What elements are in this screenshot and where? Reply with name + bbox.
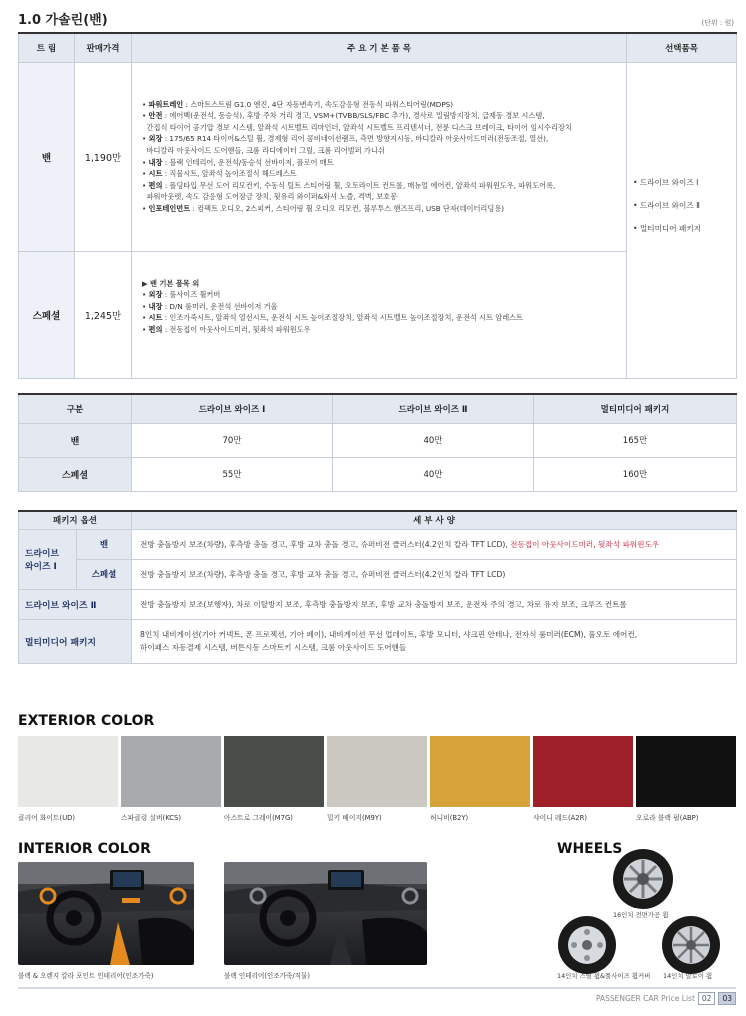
header-trim: 트 림: [19, 33, 75, 62]
feature-line: 바디칼라 아웃사이드 도어핸들, 크롬 라디에이터 그릴, 크롬 리어범퍼 가니쉬: [146, 145, 385, 155]
package-multimedia: 멀티미디어 패키지: [19, 619, 132, 663]
unit-label: (단위 : 원): [701, 19, 734, 27]
header-dw1: 드라이브 와이즈 Ⅰ: [132, 394, 333, 423]
wheel-14-steel-icon: [557, 915, 617, 979]
package-detail: 전방 충돌방지 보조(차량), 후측방 충돌 경고, 후방 교차 충돌 경고, 슈퍼비전 클러스터(4.2인치 칼라 TFT LCD), 전동접이 아웃사이드미러, 뒷좌석 파워윈도우: [132, 529, 737, 559]
wheel-label: 14인치 알로이 휠: [663, 972, 713, 980]
interior-label: 블랙 & 오렌지 칼라 포인트 인테리어(인조가죽): [18, 972, 154, 980]
features-special: [132, 251, 627, 378]
feature-line: • 내장 : D/N 룸미러, 운전석 선바이저 거울: [142, 301, 278, 311]
feature-line: • 시트 : 인조가죽시트, 앞좌석 열선시트, 운전석 시트 높이조절장치, 앞좌석 시트벨트 높이조절장치, 운전석 시트 암레스트: [142, 313, 524, 323]
swatch-label: 아스트로 그레이(M7G): [224, 814, 293, 822]
trim-special: 스페셜: [19, 251, 75, 378]
wheel-label: 16인치 전면가공 휠: [613, 911, 669, 919]
feature-line: • 시트 : 직물시트, 앞좌석 높이조절식 헤드레스트: [142, 169, 297, 179]
header-detail: 세 부 사 양: [132, 511, 737, 529]
footer: [596, 992, 736, 1005]
option-item: • 드라이브 와이즈 Ⅰ: [633, 177, 699, 187]
price-cell: 70만: [132, 423, 333, 457]
exterior-color-title: EXTERIOR COLOR: [18, 713, 155, 729]
header-dw2: 드라이브 와이즈 Ⅱ: [333, 394, 534, 423]
interior-label: 블랙 인테리어(인조가죽/직물): [224, 972, 310, 980]
header-options: 선택품목: [627, 33, 737, 62]
features-van: [132, 62, 627, 251]
feature-line: • 내장 : 블랙 인테리어, 운전석/동승석 선바이저, 플로어 매트: [142, 157, 334, 167]
swatch-honey-bee[interactable]: [430, 736, 530, 807]
feature-line: • 외장 : 풀사이즈 휠커버: [142, 290, 221, 300]
row-special: 스페셜: [19, 457, 132, 491]
swatch-label: 샤이니 레드(A2R): [533, 814, 587, 822]
footer-divider: [18, 987, 736, 989]
feature-line: • 편의 : 폴딩타입 무선 도어 리모컨키, 수동식 틸트 스티어링 휠, 오토라이트 컨트롤, 매뉴얼 에어컨, 앞좌석 파워윈도우, 파워도어록,: [142, 180, 556, 190]
swatch-milky-beige[interactable]: [327, 736, 427, 807]
wheel-16-alloy-icon: [612, 848, 674, 914]
header-multimedia: 멀티미디어 패키지: [534, 394, 737, 423]
price-cell: 40만: [333, 423, 534, 457]
package-dw1-special: 스페셜: [77, 559, 132, 589]
swatch-astro-gray[interactable]: [224, 736, 324, 807]
package-table: [18, 510, 737, 664]
header-category: 구분: [19, 394, 132, 423]
interior-photo-black: [224, 862, 427, 965]
feature-line: • 외장 : 175/65 R14 타이어&스틸 휠, 경제형 리어 콤비네이션램프, 측면 방향지시등, 바디칼라 아웃사이드미러(전동조절, 열선),: [142, 134, 549, 144]
price-cell: 55만: [132, 457, 333, 491]
footer-label: PASSENGER CAR Price List: [595, 994, 695, 1003]
option-price-table: [18, 393, 737, 492]
page-number-right[interactable]: 03: [718, 992, 736, 1005]
package-detail: 전방 충돌방지 보조(보행자), 차로 이탈방지 보조, 후측방 충돌방지 보조, 후방 교차 충돌방지 보조, 운전자 주의 경고, 차로 유지 보조, 크루즈 컨트롤: [132, 589, 737, 619]
package-dw2: 드라이브 와이즈 Ⅱ: [19, 589, 132, 619]
option-item: • 드라이브 와이즈 Ⅱ: [633, 200, 700, 210]
price-cell: 165만: [534, 423, 737, 457]
swatch-label: 허니비(B2Y): [430, 814, 469, 822]
price-special: 1,245만: [75, 251, 132, 378]
price-cell: 160만: [534, 457, 737, 491]
package-detail: 8인치 내비게이션(기아 커넥트, 폰 프로젝션, 기아 페이), 내비게이션 무선 업데이트, 후방 모니터, 샤크핀 안테나, 전자식 룸미러(ECM), 풀오토 에어컨, 하이패스 자동결제 시스템, 버튼시동 스마트키 시스템, 크롬 아웃사이드 도어핸들: [132, 619, 737, 663]
header-package: 패키지 옵션: [19, 511, 132, 529]
feature-line: 간접식 타이어 공기압 경보 시스템, 앞좌석 시트벨트 리마인더, 앞좌석 시트벨트 프리텐셔너, 전륜 디스크 브레이크, 타이어 임시수리장치: [146, 122, 572, 132]
swatch-label: 스파클링 실버(KCS): [121, 814, 182, 822]
header-features: 주 요 기 본 품 목: [132, 33, 627, 62]
option-item: • 멀티미디어 패키지: [633, 223, 701, 233]
package-detail: 전방 충돌방지 보조(차량), 후측방 충돌 경고, 후방 교차 충돌 경고, 슈퍼비전 클러스터(4.2인치 칼라 TFT LCD): [132, 559, 737, 589]
swatch-sparkling-silver[interactable]: [121, 736, 221, 807]
feature-line: • 파워트레인 : 스마트스트림 G1.0 엔진, 4단 자동변속기, 속도감응형 전동식 파워스티어링(MDPS): [142, 99, 454, 109]
row-van: 밴: [19, 423, 132, 457]
wheels-title: WHEELS: [557, 841, 623, 857]
header-price: 판매가격: [75, 33, 132, 62]
feature-line: • 인포테인먼트 : 컴팩트 오디오, 2스피커, 스티어링 휠 오디오 리모컨, 블루투스 핸즈프리, USB 단자(데이터리딩용): [142, 203, 505, 213]
feature-line: • 편의 : 전동접이 아웃사이드미러, 뒷좌석 파워윈도우: [142, 324, 311, 334]
package-dw1-van: 밴: [77, 529, 132, 559]
price-van: 1,190만: [75, 62, 132, 251]
swatch-clear-white[interactable]: [18, 736, 118, 807]
wheel-label: 14인치 스틸 휠&풀사이즈 휠커버: [557, 972, 651, 980]
feature-intro: ▶ 밴 기본 품목 외: [142, 278, 200, 288]
trim-van: 밴: [19, 62, 75, 251]
swatch-aurora-black[interactable]: [636, 736, 736, 807]
swatch-label: 클리어 화이트(UD): [18, 814, 76, 822]
wheel-14-alloy-icon: [661, 915, 721, 979]
options-list: [627, 62, 737, 378]
interior-color-title: INTERIOR COLOR: [18, 841, 151, 857]
trim-table: [18, 32, 737, 379]
package-dw1: 드라이브 와이즈 Ⅰ: [19, 529, 77, 589]
price-cell: 40만: [333, 457, 534, 491]
feature-line: • 안전 : 에어백(운전석, 동승석), 후방 주차 거리 경고, VSM+(TVBB/SLS/FBC 추가), 경사로 밀림방지장치, 급제동 경보 시스템,: [142, 111, 545, 121]
page-number-left[interactable]: 02: [698, 992, 716, 1005]
feature-line: 파워아웃렛, 속도 감응형 도어잠금 장치, 뒷유리 와이퍼&와셔 노즐, 격벽, 보호봉: [146, 192, 398, 202]
swatch-shiny-red[interactable]: [533, 736, 633, 807]
swatch-label: 오로라 블랙 펄(ABP): [636, 814, 699, 822]
swatch-label: 밀키 베이지(M9Y): [327, 814, 382, 822]
section-title: 1.0 가솔린(밴): [18, 13, 108, 28]
interior-photo-orange: [18, 862, 194, 965]
